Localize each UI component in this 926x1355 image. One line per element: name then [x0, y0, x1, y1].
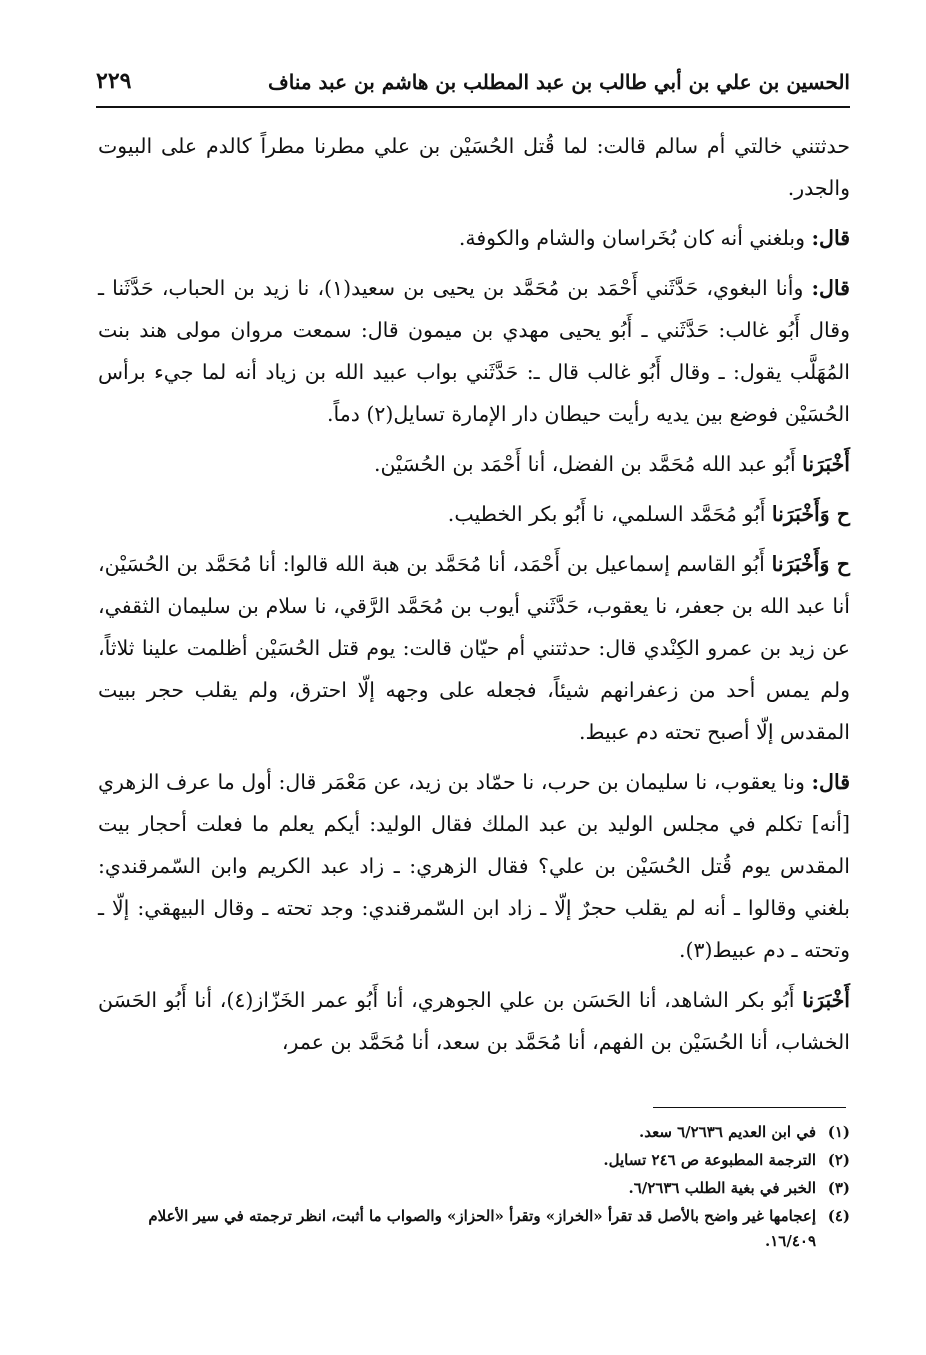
footnote: [104, 1204, 850, 1254]
footnote-number: (١): [827, 1123, 850, 1141]
paragraph: [98, 125, 850, 209]
footnote-text: الخبر في بغية الطلب ٦/٢٦٣٦.: [628, 1179, 816, 1197]
paragraph-lead: قال:: [811, 770, 850, 794]
page-number: ٢٢٩: [96, 68, 132, 94]
paragraph-text: أَبُو بكر الشاهد، أنا الحَسَن بن علي الجوهري، أنا أَبُو عمر الخَزّاز(٤)، أنا أَبُو الحَسَن الخشاب، أنا الحُسَيْن بن الفهم، أنا مُحَمَّد بن سعد، أنا مُحَمَّد بن عمر،: [98, 988, 850, 1054]
paragraph-lead: ح وَأَخْبَرَنا: [771, 552, 850, 576]
footnote-text: في ابن العديم ٦/٢٦٣٦ سعد.: [639, 1123, 816, 1141]
footnote-number: (٢): [827, 1151, 850, 1169]
paragraph: [98, 543, 850, 753]
paragraph-lead: قال:: [811, 226, 850, 250]
footnote: [104, 1120, 850, 1145]
paragraph: [98, 979, 850, 1063]
paragraph-lead: قال:: [811, 276, 850, 300]
paragraph: [98, 493, 850, 535]
footnote: [104, 1148, 850, 1173]
paragraph: [98, 217, 850, 259]
paragraph-text: وبلغني أنه كان بُخَراسان والشام والكوفة.: [458, 226, 812, 250]
paragraph: [98, 761, 850, 971]
paragraph-text: أَبُو عبد الله مُحَمَّد بن الفضل، أنا أَحْمَد بن الحُسَيْن.: [374, 452, 803, 476]
paragraph-text: أَبُو القاسم إسماعيل بن أَحْمَد، أنا مُحَمَّد بن هبة الله قالوا: أنا مُحَمَّد بن الحُسَيْن، أنا عبد الله بن جعفر، نا يعقوب، حَدَّثَني أيوب بن مُحَمَّد الرَّقي، نا سلام بن سليمان الثقفي، عن زيد بن عمرو الكِنْدي قال: حدثتني أم حيّان قالت: يوم قتل الحُسَيْن أظلمت علينا ثلاثاً، ولم يمس أحد من زعفرانهم شيئاً، فجعله على وجهه إلّا احترق، ولم يقلب حجر ببيت المقدس إلّا أصبح تحته دم عبيط.: [98, 552, 850, 744]
footnote-number: (٣): [827, 1179, 850, 1197]
paragraph: [98, 443, 850, 485]
page-header: [96, 62, 850, 108]
footnotes: [104, 1120, 850, 1257]
footnote-text: الترجمة المطبوعة ص ٢٤٦ تسايل.: [603, 1151, 816, 1169]
footnote-text: إعجامها غير واضح بالأصل قد تقرأ «الخراز» وتقرأ «الحزاز» والصواب ما أثبت، انظر ترجمته في سير الأعلام ١٦/٤٠٩.: [148, 1207, 816, 1250]
paragraph-lead: أَخْبَرَنا: [802, 988, 851, 1012]
running-title: الحسين بن علي بن أبي طالب بن عبد المطلب بن هاشم بن عبد مناف: [268, 70, 850, 94]
footnote-number: (٤): [827, 1207, 850, 1225]
paragraph-text: أَبُو مُحَمَّد السلمي، نا أَبُو بكر الخطيب.: [447, 502, 772, 526]
footnote-divider: [653, 1107, 846, 1108]
paragraph: [98, 267, 850, 435]
main-text: [98, 125, 850, 1071]
paragraph-lead: ح وَأَخْبَرَنا: [771, 502, 850, 526]
paragraph-text: وأنا البغوي، حَدَّثَني أَحْمَد بن مُحَمَّد بن يحيى بن سعيد(١)، نا زيد بن الحباب، حَدَّثَنا ـ وقال أَبُو غالب: حَدَّثَني ـ أَبُو يحيى مهدي بن ميمون قال: سمعت مروان مولى هند بنت المُهَلَّب يقول: ـ وقال أَبُو غالب قال ـ: حَدَّثَني بواب عبيد الله بن زياد أنه لما جيء برأس الحُسَيْن فوضع بين يديه رأيت حيطان دار الإمارة تسايل(٢) دماً.: [98, 276, 850, 426]
footnote: [104, 1176, 850, 1201]
paragraph-lead: أَخْبَرَنا: [802, 452, 850, 476]
paragraph-text: حدثتني خالتي أم سالم قالت: لما قُتل الحُسَيْن بن علي مطرنا مطراً كالدم على البيوت والجدر.: [98, 134, 850, 200]
paragraph-text: ونا يعقوب، نا سليمان بن حرب، نا حمّاد بن زيد، عن مَعْمَر قال: أول ما عرف الزهري [أنه] تكلم في مجلس الوليد بن عبد الملك فقال الوليد: أيكم يعلم ما فعلت أحجار بيت المقدس يوم قُتل الحُسَيْن بن علي؟ فقال الزهري: ـ زاد عبد الكريم وابن السّمرقندي: بلغني وقالوا ـ أنه لم يقلب حجرٌ إلّا ـ زاد ابن السّمرقندي: وجد تحته ـ وقال البيهقي: إلّا ـ وتحته ـ دم عبيط(٣).: [98, 770, 850, 962]
